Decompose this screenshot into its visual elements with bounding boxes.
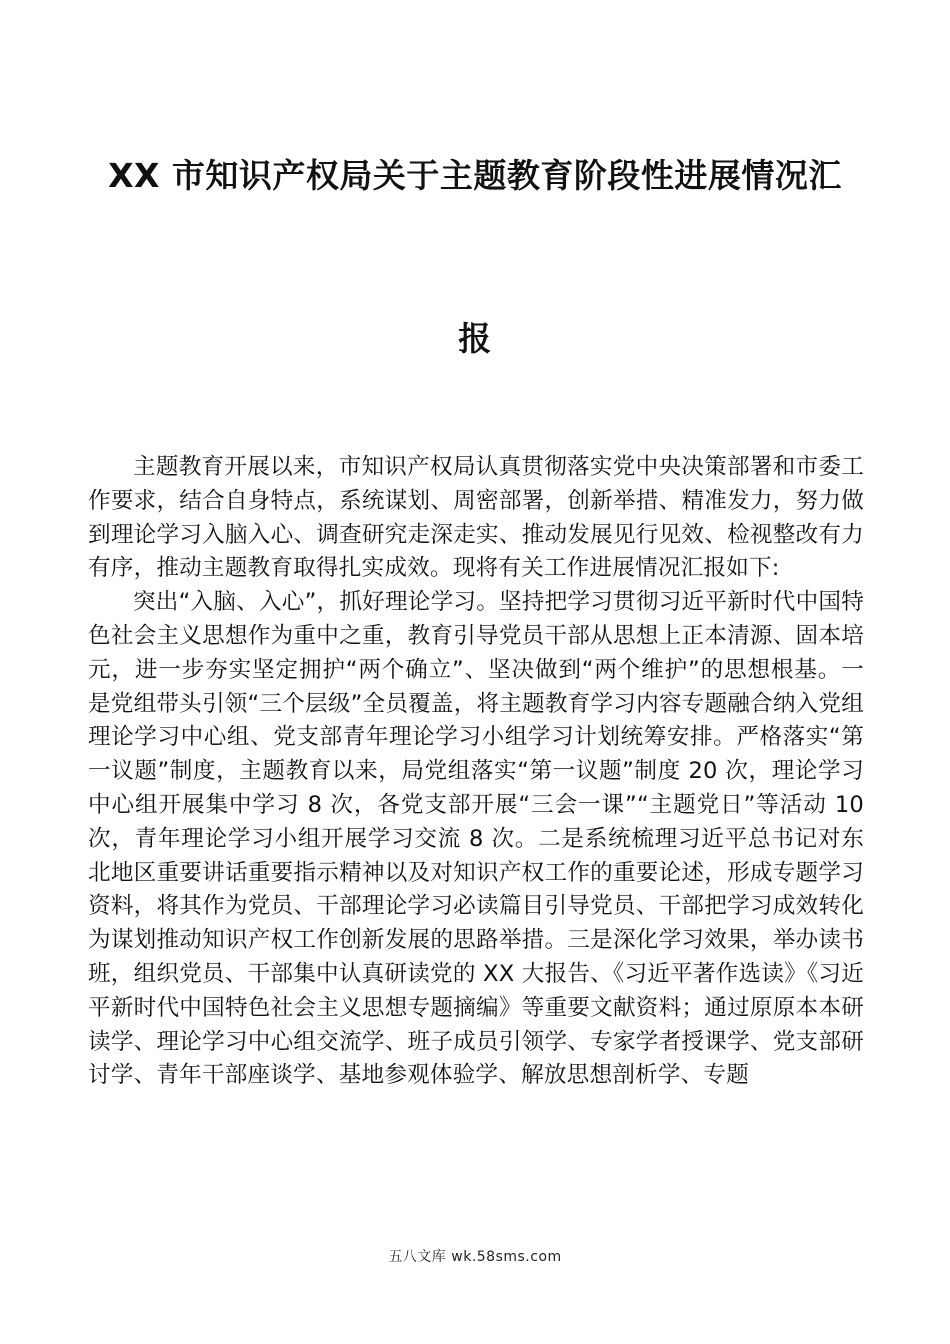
- document-title-line-1: XX 市知识产权局关于主题教育阶段性进展情况汇: [108, 156, 842, 195]
- body-paragraph-intro: 主题教育开展以来，市知识产权局认真贯彻落实党中央决策部署和市委工作要求，结合自身特点，系统谋划、周密部署，创新举措、精准发力，努力做到理论学习入脑入心、调查研究走深走实、推动发展见行见效、检视整改有力有序，推动主题教育取得扎实成效。现将有关工作进展情况汇报如下:: [88, 454, 864, 582]
- footer-watermark: 五八文库 wk.58sms.com: [388, 1249, 562, 1265]
- document-body: [88, 451, 864, 1093]
- body-paragraph-theory-study: 突出“入脑、入心”，抓好理论学习。坚持把学习贯彻习近平新时代中国特色社会主义思想作为重中之重，教育引导党员干部从思想上正本清源、固本培元，进一步夯实坚定拥护“两个确立”、坚决做到“两个维护”的思想根基。一是党组带头引领“三个层级”全员覆盖，将主题教育学习内容专题融合纳入党组理论学习中心组、党支部青年理论学习小组学习计划统筹安排。严格落实“第一议题”制度，主题教育以来，局党组落实“第一议题”制度 20 次，理论学习中心组开展集中学习 8 次，各党支部开展“三会一课”“主题党日”等活动 10 次，青年理论学习小组开展学习交流 8 次。二是系统梳理习近平总书记对东北地区重要讲话重要指示精神以及对知识产权工作的重要论述，形成专题学习资料，将其作为党员、干部理论学习必读篇目引导党员、干部把学习成效转化为谋划推动知识产权工作创新发展的思路举措。三是深化学习效果，举办读书班，组织党员、干部集中认真研读党的 XX 大报告、《习近平著作选读》《习近平新时代中国特色社会主义思想专题摘编》等重要文献资料；通过原原本本研读学、理论学习中心组交流学、班子成员引领学、专家学者授课学、党支部研讨学、青年干部座谈学、基地参观体验学、解放思想剖析学、专题: [88, 589, 865, 1089]
- document-title-line-2: 报: [458, 319, 492, 358]
